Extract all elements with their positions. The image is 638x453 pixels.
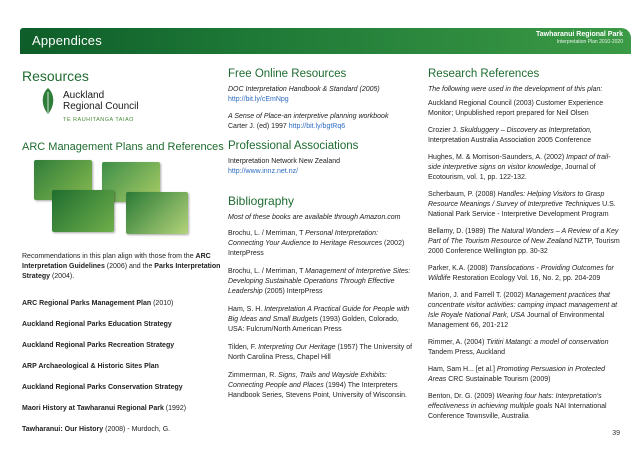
research-intro: The following were used in the development of this plan:	[428, 86, 603, 93]
park-plan-label	[536, 31, 623, 45]
arc-plan-item	[22, 342, 227, 363]
page-header	[0, 0, 638, 56]
plan-cover	[52, 190, 114, 232]
free-resources-heading: Free Online Resources	[228, 68, 347, 80]
reference-source: U.S. National Park Service - Interpretive Development Program	[428, 201, 616, 218]
reference-author: Rimmer, A. (2004)	[428, 339, 487, 346]
entry-publisher: (1957) The University of North Carolina Press, Chapel Hill	[228, 344, 413, 361]
research-heading: Research References	[428, 68, 540, 80]
reference-title: Management practices that concentrate visitor activities: camping impact management at Isle Royale National Park, USA	[428, 292, 618, 319]
reference-source: CRC Sustainable Tourism (2009)	[446, 376, 551, 383]
recommendations-text: Recommendations in this plan align with those from the ARC Interpretation Guidelines (2006) and the Parks Interpretation Strategy (2004).	[22, 253, 221, 280]
reference-author: Crozier J.	[428, 127, 460, 134]
reference-source: Journal of Environmental Management 66, 201-212	[428, 312, 605, 329]
arc-plan-title: ARP Archaeological & Historic Sites Plan	[22, 363, 159, 370]
research-reference	[428, 99, 623, 119]
entry-author: Tilden, F.	[228, 344, 259, 351]
research-column	[428, 68, 623, 429]
reference-title: Handles: Helping Visitors to Grasp Resource Meanings / Survey of Interpretive Techniques	[428, 191, 605, 208]
free-resource-title-text: A Sense of Place-an interpretive planning workbook	[228, 113, 389, 120]
free-resource-title	[228, 85, 414, 95]
reference-author: Auckland Regional Council (2003) Customer Experience Monitor; Unpublished report prepared for Neil Olsen	[428, 100, 604, 117]
entry-title: Signs, Trails and Wayside Exhibits: Connecting People and Places	[228, 372, 387, 389]
reference-title: Tiritiri Matangi: a model of conservation	[486, 339, 609, 346]
reference-title: Wearing four hats: Interpretation's effectiveness in achieving multiple goals	[428, 393, 602, 410]
arc-plan-title: Maori History at Tawharanui Regional Park	[22, 405, 164, 412]
free-resources-list	[228, 85, 414, 132]
entry-author: Brochu, L. / Merriman, T	[228, 268, 306, 275]
arc-plans-heading: ARC Management Plans and References	[22, 141, 224, 153]
online-resources-column	[228, 68, 414, 409]
reference-source: NAI International Conference Townsville, Australia	[428, 403, 607, 420]
research-reference	[428, 291, 623, 331]
arc-plan-item	[22, 363, 227, 384]
reference-title: Skulduggery – Discovery as Interpretation,	[459, 127, 592, 134]
arc-plan-title: Auckland Regional Parks Conservation Strategy	[22, 384, 183, 391]
bibliography-intro: Most of these books are available through Amazon.com	[228, 214, 401, 221]
plan-name: Interpretation Plan 2010-2020	[556, 39, 623, 45]
entry-author: Brochu, L. / Merriman, T	[228, 230, 306, 237]
bibliography-list	[228, 229, 414, 401]
plan-covers-image	[22, 160, 212, 240]
section-title: Appendices	[32, 33, 102, 48]
arc-plan-title: Tawharanui: Our History	[22, 426, 104, 433]
free-resource	[228, 112, 414, 132]
bibliography-entry	[228, 343, 414, 363]
reference-author: Hughes, M. & Morrison-Saunders, A. (2002)	[428, 154, 567, 161]
reference-source: Restoration Ecology Vol. 16, No. 2, pp. 204-209	[450, 275, 601, 282]
bibliography-entry	[228, 267, 414, 297]
plan-cover	[126, 192, 188, 234]
free-resource-title	[228, 112, 414, 122]
reference-author: Parker, K.A. (2008)	[428, 265, 490, 272]
logo-maori: TE RAUHITANGA TAIAO	[63, 117, 134, 123]
arc-plan-item	[22, 426, 227, 447]
free-resource-author: Carter J. (ed) 1997	[228, 123, 287, 130]
entry-author: Zimmerman, R.	[228, 372, 279, 379]
entry-publisher: (2002) InterpPress	[228, 240, 405, 257]
section-banner	[20, 28, 631, 54]
arc-plan-item	[22, 321, 227, 342]
reference-title: Translocations - Providing Outcomes for Wildlife	[428, 265, 614, 282]
entry-title: Personal Interpretation: Connecting Your Audience to Heritage Resources	[228, 230, 383, 247]
arc-plan-item	[22, 384, 227, 405]
bibliography-entry	[228, 229, 414, 259]
logo-line2: Regional Council	[63, 101, 139, 112]
research-reference	[428, 365, 623, 385]
reference-author: Marion, J. and Farrell T. (2002)	[428, 292, 526, 299]
research-reference	[428, 126, 623, 146]
associations-heading: Professional Associations	[228, 140, 359, 152]
entry-publisher: (2005) InterpPress	[262, 288, 323, 295]
reference-title: Promoting Persuasion in Protected Areas	[428, 366, 606, 383]
research-reference	[428, 338, 623, 358]
free-resource-link[interactable]: http://bit.ly/cEmNpg	[228, 96, 289, 103]
research-reference	[428, 264, 623, 284]
free-resource	[228, 85, 414, 105]
reference-source: , Journal of Ecotourism, vol. 1, pp. 122-132.	[428, 164, 596, 181]
free-resource-link[interactable]: http://bit.ly/bgtRq6	[288, 123, 346, 130]
research-reference-list	[428, 99, 623, 422]
research-reference	[428, 227, 623, 257]
bibliography-entry	[228, 371, 414, 401]
leaf-icon	[39, 86, 57, 116]
arc-plan-note: (1992)	[163, 405, 187, 412]
reference-source: Tandem Press, Auckland	[428, 349, 506, 356]
free-resource-title-text: DOC Interpretation Handbook & Standard (2005)	[228, 86, 380, 93]
research-reference	[428, 190, 623, 220]
reference-author: Benton, Dr. G. (2009)	[428, 393, 497, 400]
auckland-regional-council-logo	[39, 86, 159, 130]
arc-plan-list	[22, 300, 227, 447]
free-resource-line	[228, 95, 414, 105]
arc-plan-title: Auckland Regional Parks Recreation Strategy	[22, 342, 175, 349]
reference-author: Ham, Sam H... [et al.]	[428, 366, 497, 373]
entry-publisher: (1993) Golden, Colorado, USA: Fulcrum/North American Press	[228, 316, 399, 333]
bibliography-heading: Bibliography	[228, 194, 295, 208]
logo-line1: Auckland	[63, 90, 105, 101]
arc-plan-note: (2010)	[151, 300, 174, 307]
page-number: 39	[612, 430, 620, 437]
arc-plan-note: (2008) - Murdoch, G.	[103, 426, 171, 433]
entry-title: Management of Interpretive Sites: Developing Sustainable Operations Through Effective Leadership	[228, 268, 411, 295]
arc-plan-title: Auckland Regional Parks Education Strategy	[22, 321, 172, 328]
reference-source: Interpretation Australia Association 2005 Conference	[428, 137, 592, 144]
research-reference	[428, 153, 623, 183]
reference-title: Impact of trail-side interpretive signs on visitor knowledge	[428, 154, 611, 171]
reference-source: NZTP, Tourism 2000 Conference Wellington pp. 30-32	[428, 238, 620, 255]
arc-plan-item	[22, 300, 227, 321]
reference-author: Scherbaum, P. (2008)	[428, 191, 498, 198]
entry-title: Interpretation A Practical Guide for People with Big Ideas and Small Budgets	[228, 306, 410, 323]
bibliography-entry	[228, 305, 414, 335]
arc-plan-title: ARC Regional Parks Management Plan	[22, 300, 152, 307]
research-reference	[428, 392, 623, 422]
reference-title: The Natural Wonders – A Review of a Key Part of The Tourism Resource of New Zealand	[428, 228, 619, 245]
park-name: Tawharanui Regional Park	[535, 31, 623, 38]
entry-publisher: (1994) The Interpreters Handbook Series, Stevens Point, University of Wisconsin.	[228, 382, 407, 399]
reference-author: Bellamy, D. (1989)	[428, 228, 488, 235]
free-resource-line	[228, 122, 414, 132]
entry-title: Interpreting Our Heritage	[258, 344, 336, 351]
arc-plan-item	[22, 405, 227, 426]
association-link[interactable]: http://www.innz.net.nz/	[228, 168, 299, 175]
association-name: Interpretation Network New Zealand	[228, 158, 341, 165]
entry-author: Ham, S. H.	[228, 306, 265, 313]
resources-heading: Resources	[22, 68, 89, 84]
